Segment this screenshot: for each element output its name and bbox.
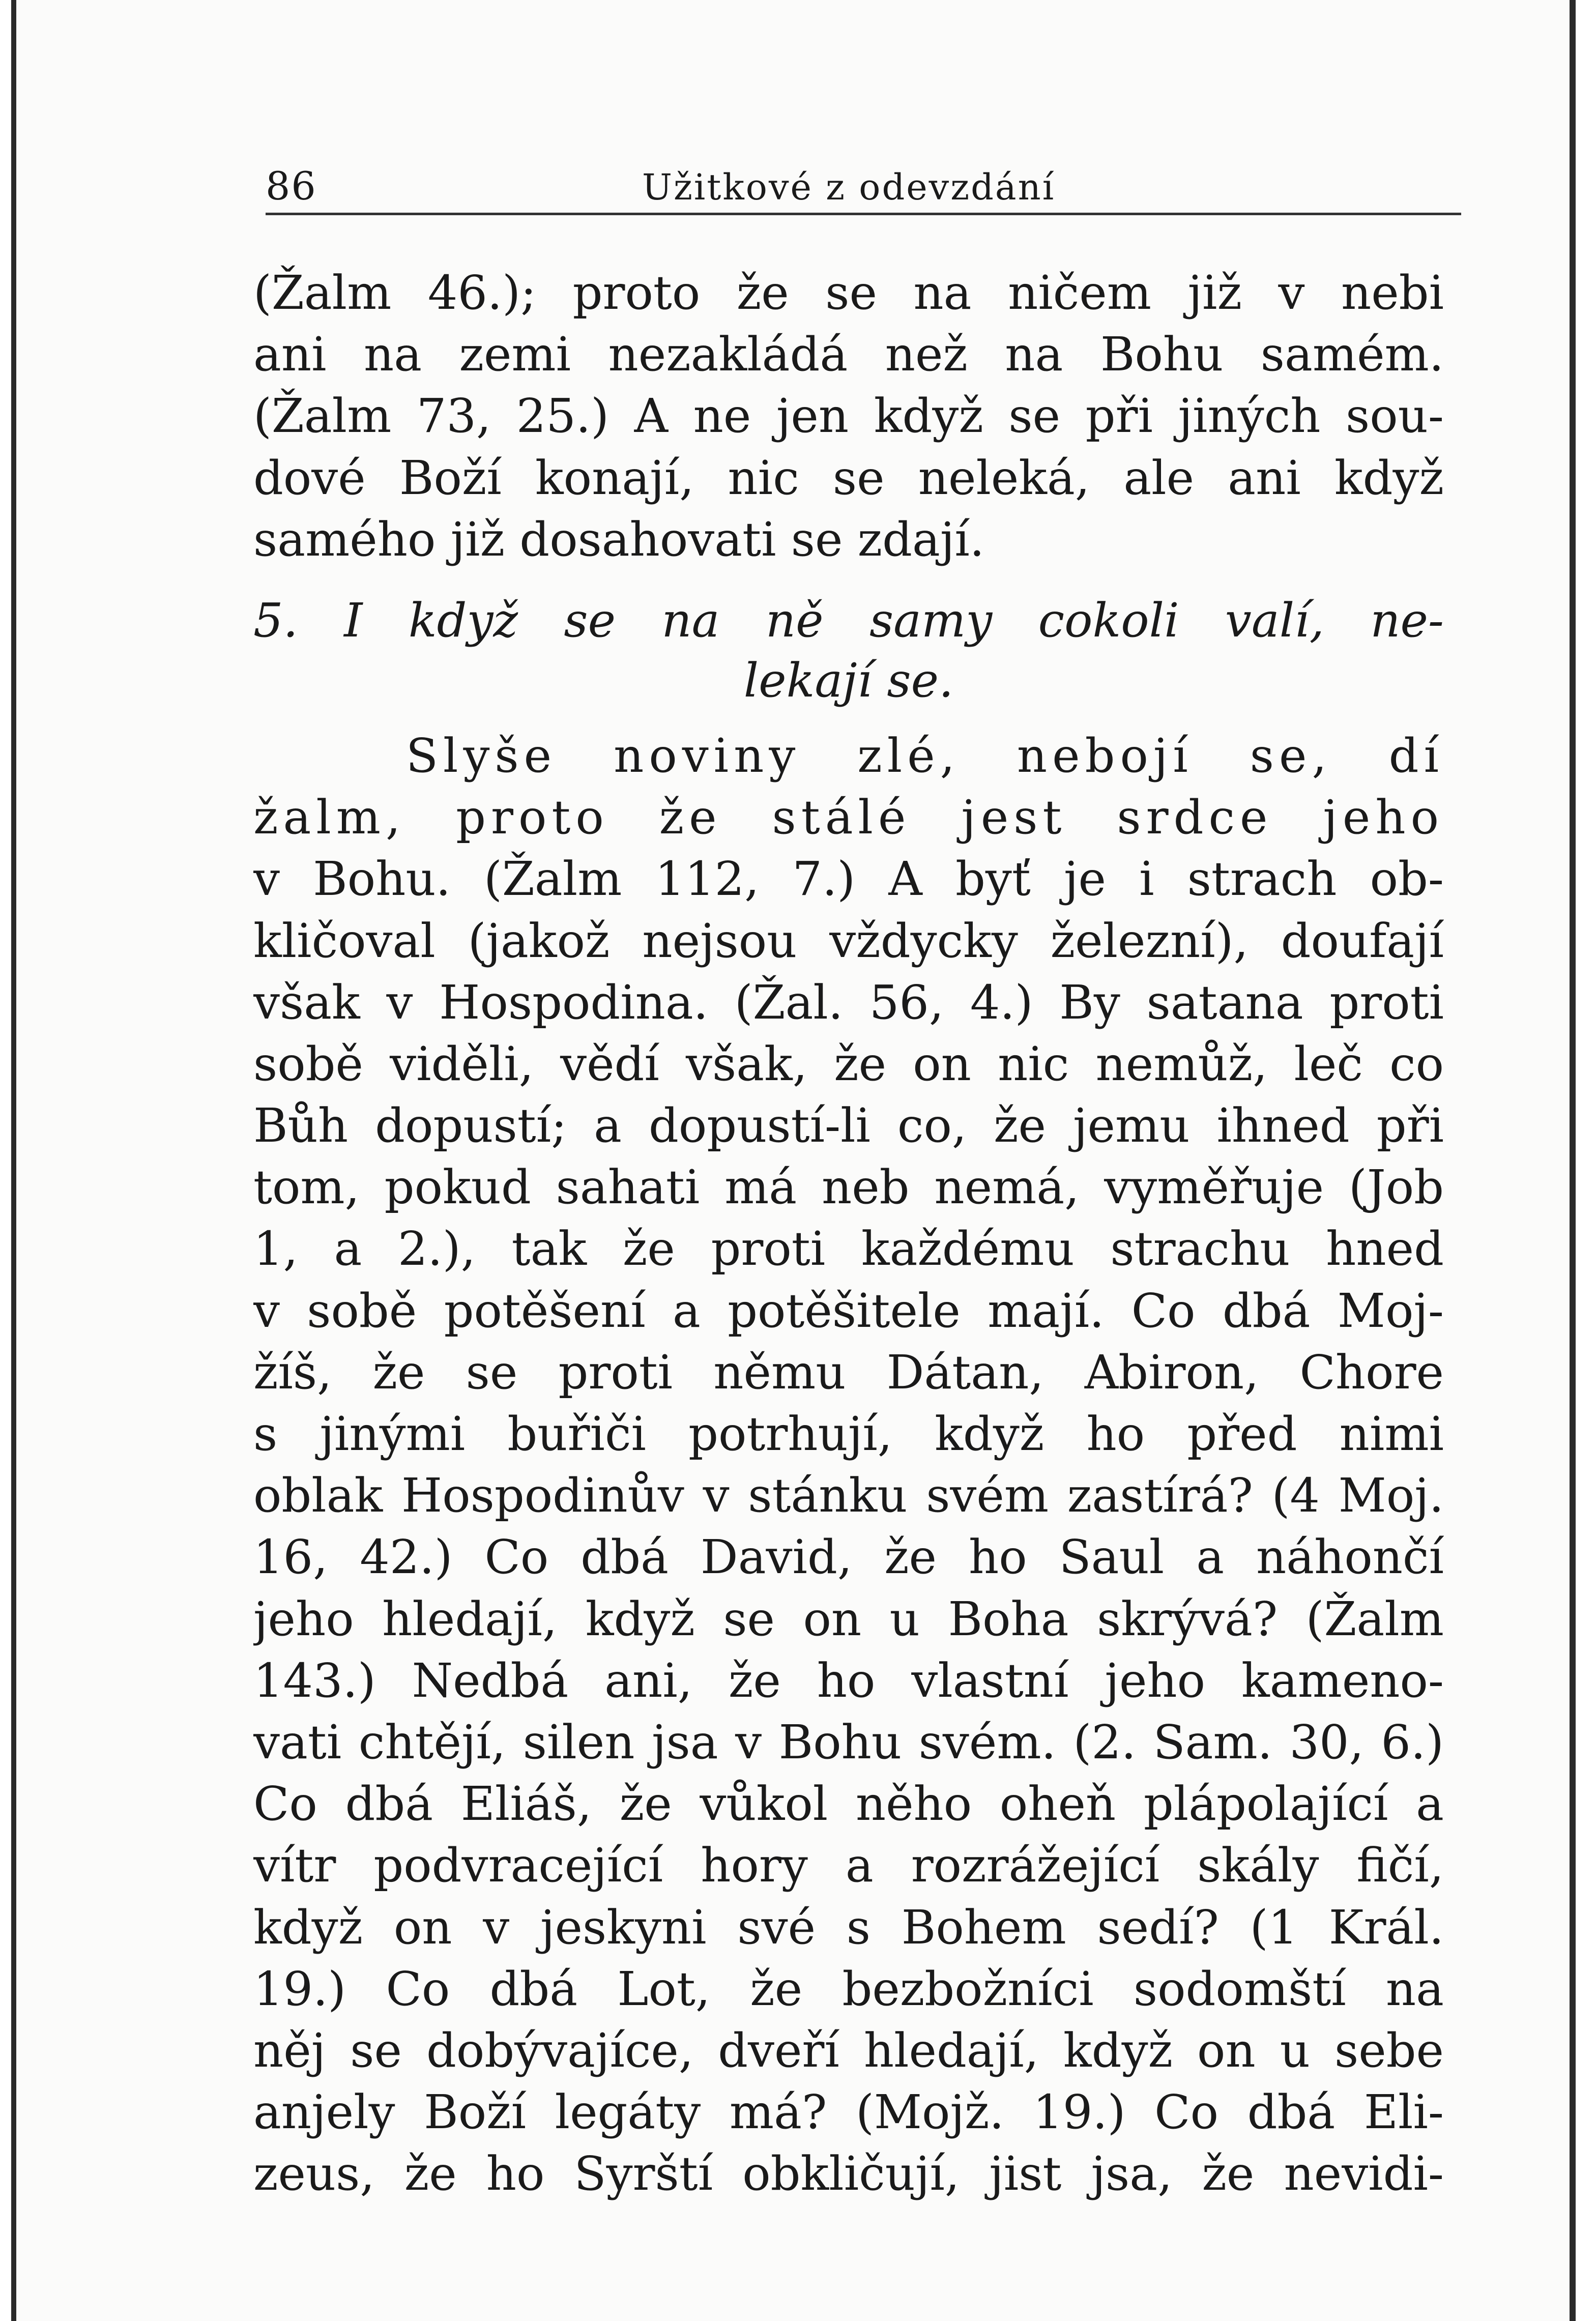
text-line: v sobě potěšení a potěšitele mají. Co dbá Moj- (253, 1283, 1444, 1338)
text-line: Slyše noviny zlé, nebojí se, dí (406, 728, 1444, 783)
text-line: s jinými buřiči potrhují, když ho před nimi (253, 1407, 1444, 1461)
text-line: žalm, proto že stálé jest srdce jeho (253, 790, 1444, 845)
text-line: (Žalm 46.); proto že se na ničem již v nebi (253, 266, 1444, 320)
text-line: 19.) Co dbá Lot, že bezbožníci sodomští na (253, 1961, 1444, 2016)
text-line: kličoval (jakož nejsou vždycky železní), doufají (253, 913, 1444, 968)
text-line: samého již dosahovati se zdají. (253, 512, 985, 567)
text-line: však v Hospodina. (Žal. 56, 4.) By satana proti (253, 975, 1444, 1030)
text-line: jeho hledají, když se on u Boha skrývá? (Žalm (253, 1591, 1444, 1646)
text-line: vítr podvracející hory a rozrážející skály fičí, (253, 1838, 1444, 1893)
text-line: sobě viděli, vědí však, že on nic nemůž, leč co (253, 1036, 1444, 1091)
body-text (253, 262, 1444, 2204)
heading-line: lekají se. (743, 653, 954, 708)
text-line: anjely Boží legáty má? (Mojž. 19.) Co dbá Eli- (253, 2085, 1444, 2140)
text-line: 16, 42.) Co dbá David, že ho Saul a náhončí (253, 1530, 1444, 1585)
text-line: 1, a 2.), tak že proti každému strachu hned (253, 1222, 1444, 1276)
page-number: 86 (266, 163, 317, 209)
text-line: vati chtějí, silen jsa v Bohu svém. (2. Sam. 30, 6.) (253, 1715, 1444, 1769)
text-line: Co dbá Eliáš, že vůkol něho oheň plápolající a (253, 1777, 1444, 1832)
text-line: něj se dobývajíce, dveří hledají, když on u sebe (253, 2023, 1444, 2078)
text-line: (Žalm 73, 25.) A ne jen když se při jiných sou- (253, 389, 1444, 444)
heading-line: 5. I když se na ně samy cokoli valí, ne- (253, 593, 1444, 648)
page-header (266, 162, 1461, 215)
text-line: když on v jeskyni své s Bohem sedí? (1 Král. (253, 1900, 1444, 1955)
text-line: oblak Hospodinův v stánku svém zastírá? (4 Moj. (253, 1468, 1444, 1523)
text-line: žíš, že se proti němu Dátan, Abiron, Chore (253, 1345, 1444, 1400)
text-line: ani na zemi nezakládá než na Bohu samém. (253, 327, 1444, 382)
text-line: Bůh dopustí; a dopustí-li co, že jemu ihned při (253, 1098, 1444, 1153)
paragraph-2 (253, 725, 1444, 2205)
text-line: v Bohu. (Žalm 112, 7.) A byť je i strach ob- (253, 852, 1444, 907)
running-title: Užitkové z odevzdání (642, 166, 1056, 208)
text-line: zeus, že ho Syrští obkličují, jist jsa, že nevidi- (253, 2146, 1444, 2201)
text-line: tom, pokud sahati má neb nemá, vyměřuje (Job (253, 1160, 1444, 1215)
text-line: dové Boží konají, nic se neleká, ale ani když (253, 450, 1444, 505)
section-heading (253, 591, 1444, 711)
text-line: 143.) Nedbá ani, že ho vlastní jeho kameno- (253, 1653, 1444, 1708)
paragraph-1 (253, 262, 1444, 570)
